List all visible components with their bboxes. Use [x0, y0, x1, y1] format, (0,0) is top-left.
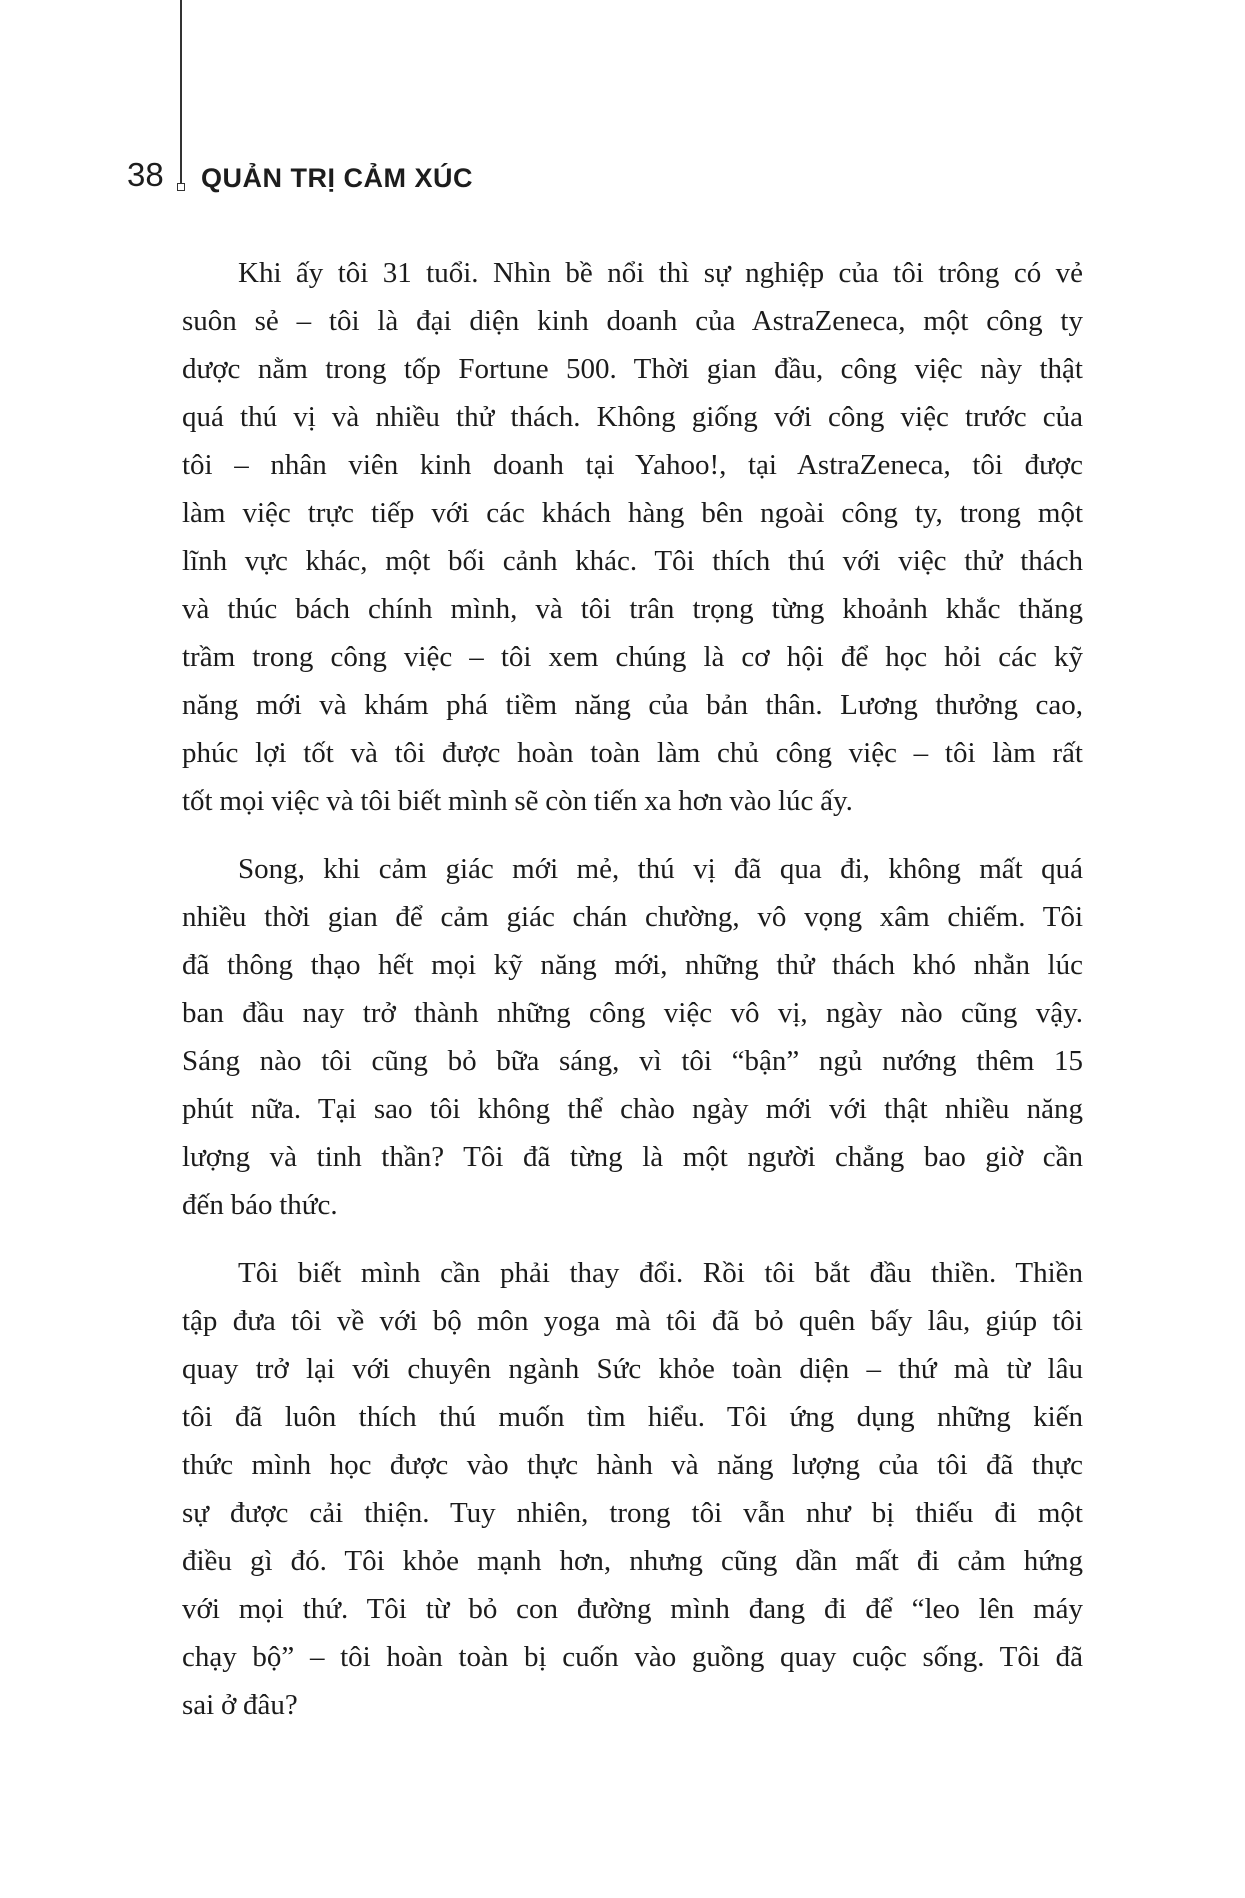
- text-line: Khi ấy tôi 31 tuổi. Nhìn bề nổi thì sự nghiệp của tôi trông có vẻ: [238, 257, 1083, 289]
- text-line: năng mới và khám phá tiềm năng của bản thân. Lương thưởng cao,: [182, 689, 1083, 721]
- text-line: lĩnh vực khác, một bối cảnh khác. Tôi thích thú với việc thử thách: [182, 545, 1083, 577]
- text-line: phúc lợi tốt và tôi được hoàn toàn làm chủ công việc – tôi làm rất: [182, 737, 1083, 769]
- paragraph: [182, 1249, 1083, 1729]
- text-line: thức mình học được vào thực hành và năng lượng của tôi đã thực: [182, 1449, 1083, 1481]
- text-line: suôn sẻ – tôi là đại diện kinh doanh của AstraZeneca, một công ty: [182, 305, 1083, 337]
- running-title: QUẢN TRỊ CẢM XÚC: [201, 163, 473, 193]
- text-line: làm việc trực tiếp với các khách hàng bên ngoài công ty, trong một: [182, 497, 1083, 529]
- text-line: phút nữa. Tại sao tôi không thể chào ngày mới với thật nhiều năng: [182, 1093, 1083, 1125]
- paragraph: [182, 249, 1083, 825]
- text-line: tôi đã luôn thích thú muốn tìm hiểu. Tôi ứng dụng những kiến: [182, 1401, 1083, 1433]
- text-line: ban đầu nay trở thành những công việc vô vị, ngày nào cũng vậy.: [182, 997, 1083, 1029]
- text-line: quay trở lại với chuyên ngành Sức khỏe toàn diện – thứ mà từ lâu: [182, 1353, 1083, 1385]
- header-vertical-rule: [180, 0, 182, 183]
- text-line: tôi – nhân viên kinh doanh tại Yahoo!, tại AstraZeneca, tôi được: [182, 449, 1083, 481]
- text-line: Song, khi cảm giác mới mẻ, thú vị đã qua đi, không mất quá: [238, 853, 1083, 885]
- text-line: sự được cải thiện. Tuy nhiên, trong tôi vẫn như bị thiếu đi một: [182, 1497, 1083, 1529]
- text-line: trầm trong công việc – tôi xem chúng là cơ hội để học hỏi các kỹ: [182, 641, 1083, 673]
- body-text: [182, 249, 1083, 1749]
- paragraph: [182, 845, 1083, 1229]
- text-line: với mọi thứ. Tôi từ bỏ con đường mình đang đi để “leo lên máy: [182, 1593, 1083, 1625]
- text-line: quá thú vị và nhiều thử thách. Không giống với công việc trước của: [182, 401, 1083, 433]
- rule-end-square: [177, 183, 185, 191]
- text-line: lượng và tinh thần? Tôi đã từng là một người chẳng bao giờ cần: [182, 1141, 1083, 1173]
- text-line: Tôi biết mình cần phải thay đổi. Rồi tôi bắt đầu thiền. Thiền: [238, 1257, 1083, 1289]
- text-line: đã thông thạo hết mọi kỹ năng mới, những thử thách khó nhằn lúc: [182, 949, 1083, 981]
- text-line: và thúc bách chính mình, và tôi trân trọng từng khoảnh khắc thăng: [182, 593, 1083, 625]
- page-number: 38: [127, 156, 164, 193]
- text-line: điều gì đó. Tôi khỏe mạnh hơn, nhưng cũng dần mất đi cảm hứng: [182, 1545, 1083, 1577]
- text-line: tốt mọi việc và tôi biết mình sẽ còn tiến xa hơn vào lúc ấy.: [182, 785, 853, 817]
- text-line: đến báo thức.: [182, 1189, 338, 1221]
- text-line: Sáng nào tôi cũng bỏ bữa sáng, vì tôi “bận” ngủ nướng thêm 15: [182, 1045, 1083, 1077]
- text-line: chạy bộ” – tôi hoàn toàn bị cuốn vào guồng quay cuộc sống. Tôi đã: [182, 1641, 1083, 1673]
- text-line: tập đưa tôi về với bộ môn yoga mà tôi đã bỏ quên bấy lâu, giúp tôi: [182, 1305, 1083, 1337]
- text-line: nhiều thời gian để cảm giác chán chường, vô vọng xâm chiếm. Tôi: [182, 901, 1083, 933]
- text-line: sai ở đâu?: [182, 1689, 298, 1721]
- text-line: dược nằm trong tốp Fortune 500. Thời gian đầu, công việc này thật: [182, 353, 1083, 385]
